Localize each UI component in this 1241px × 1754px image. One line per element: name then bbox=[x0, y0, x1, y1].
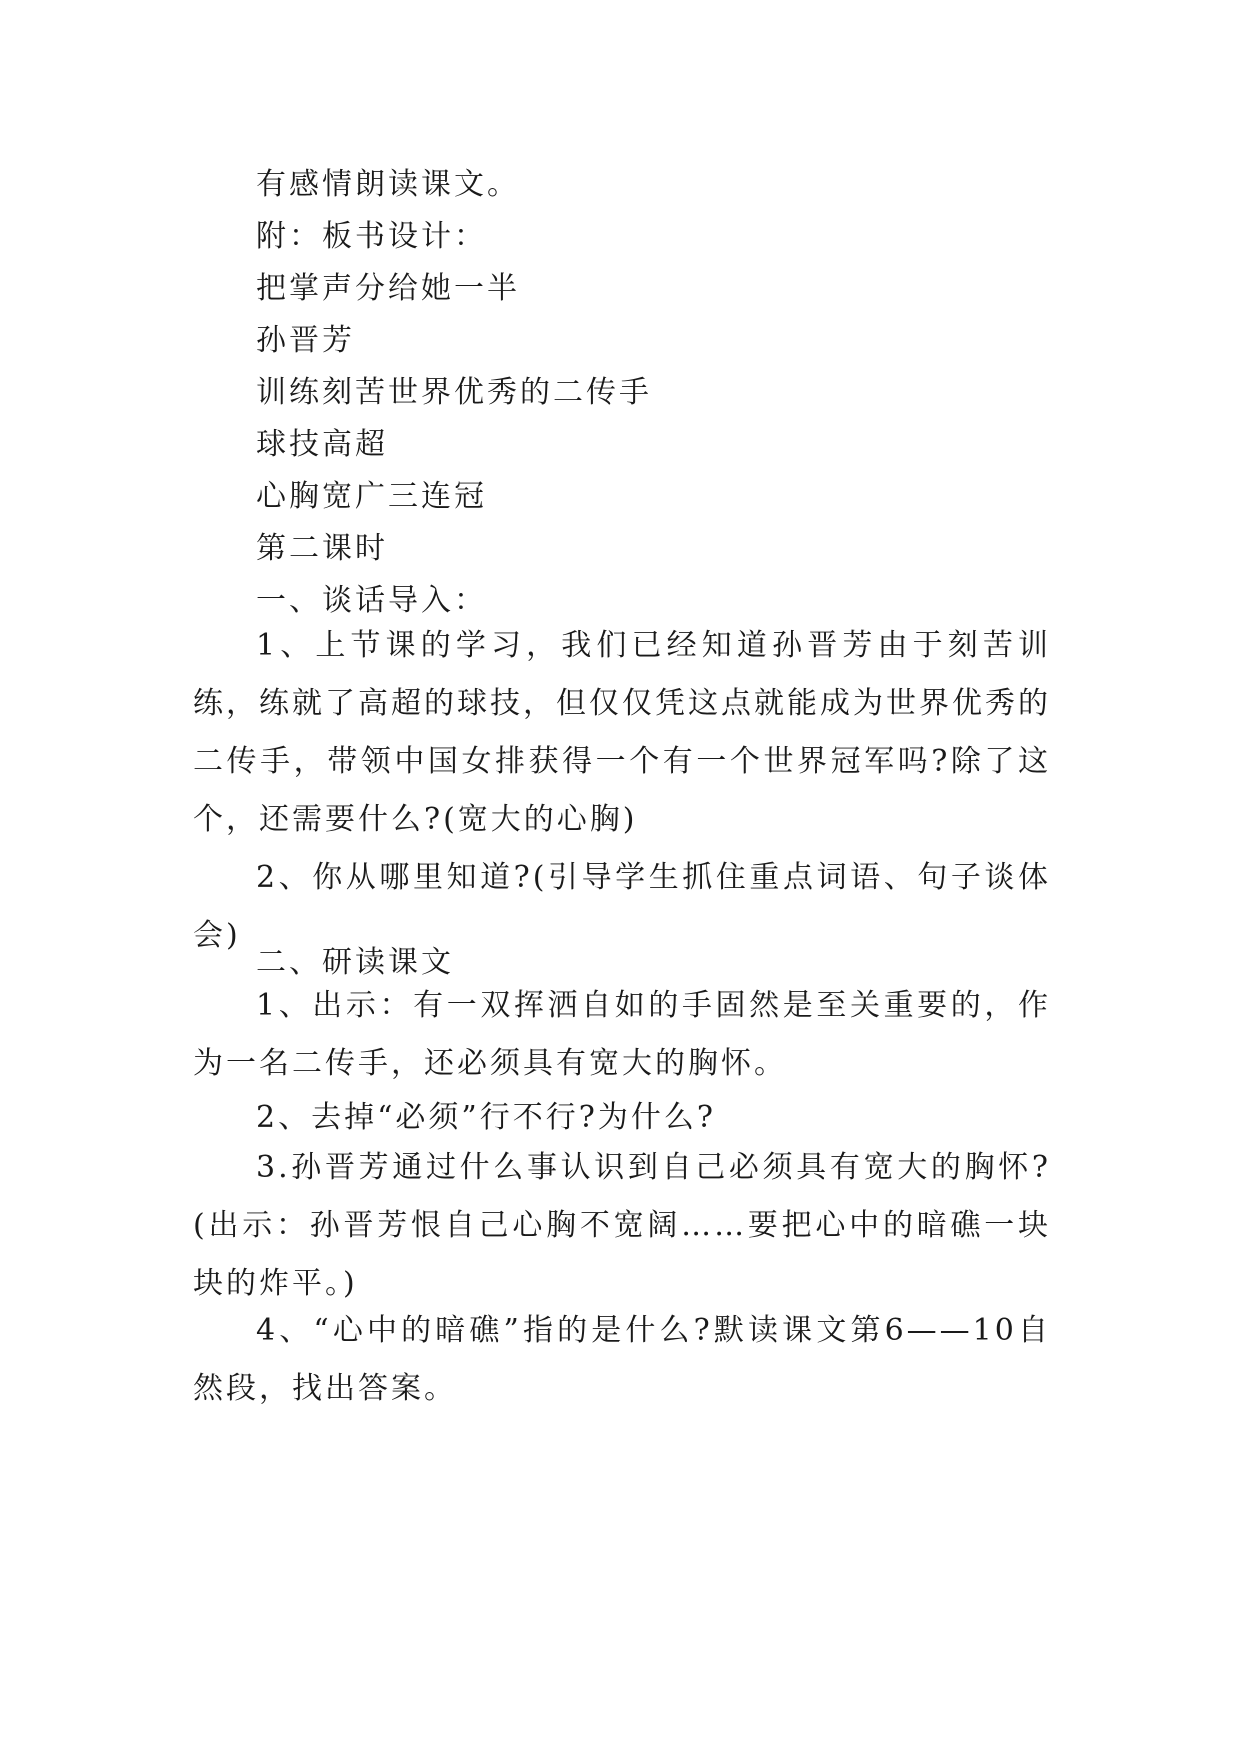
board-line: 训练刻苦世界优秀的二传手 bbox=[256, 375, 652, 410]
section-heading: 一、谈话导入： bbox=[256, 583, 487, 618]
paragraph: 2、去掉“必须”行不行?为什么? bbox=[256, 1100, 716, 1135]
board-line: 球技高超 bbox=[256, 427, 388, 462]
paragraph: 1、上节课的学习，我们已经知道孙晋芳由于刻苦训练，练就了高超的球技，但仅仅凭这点就能成为世界优秀的二传手，带领中国女排获得一个有一个世界冠军吗?除了这个，还需要什么?(宽大的心胸) bbox=[193, 628, 1051, 837]
board-title: 把掌声分给她一半 bbox=[256, 271, 520, 306]
board-line: 孙晋芳 bbox=[256, 323, 355, 358]
paragraph: 4、“心中的暗礁”指的是什么?默读课文第6——10自然段，找出答案。 bbox=[193, 1313, 1051, 1406]
paragraph: 3.孙晋芳通过什么事认识到自己必须具有宽大的胸怀?(出示：孙晋芳恨自己心胸不宽阔……要把心中的暗礁一块块的炸平。) bbox=[193, 1150, 1051, 1301]
board-line: 心胸宽广三连冠 bbox=[256, 479, 487, 514]
text-line: 附：板书设计： bbox=[256, 219, 487, 254]
text-line: 有感情朗读课文。 bbox=[256, 167, 520, 202]
section-heading: 二、研读课文 bbox=[256, 945, 454, 980]
lesson-heading: 第二课时 bbox=[256, 531, 388, 566]
paragraph: 2、你从哪里知道?(引导学生抓住重点词语、句子谈体会) bbox=[193, 860, 1051, 953]
paragraph: 1、出示：有一双挥洒自如的手固然是至关重要的，作为一名二传手，还必须具有宽大的胸怀。 bbox=[193, 988, 1051, 1081]
